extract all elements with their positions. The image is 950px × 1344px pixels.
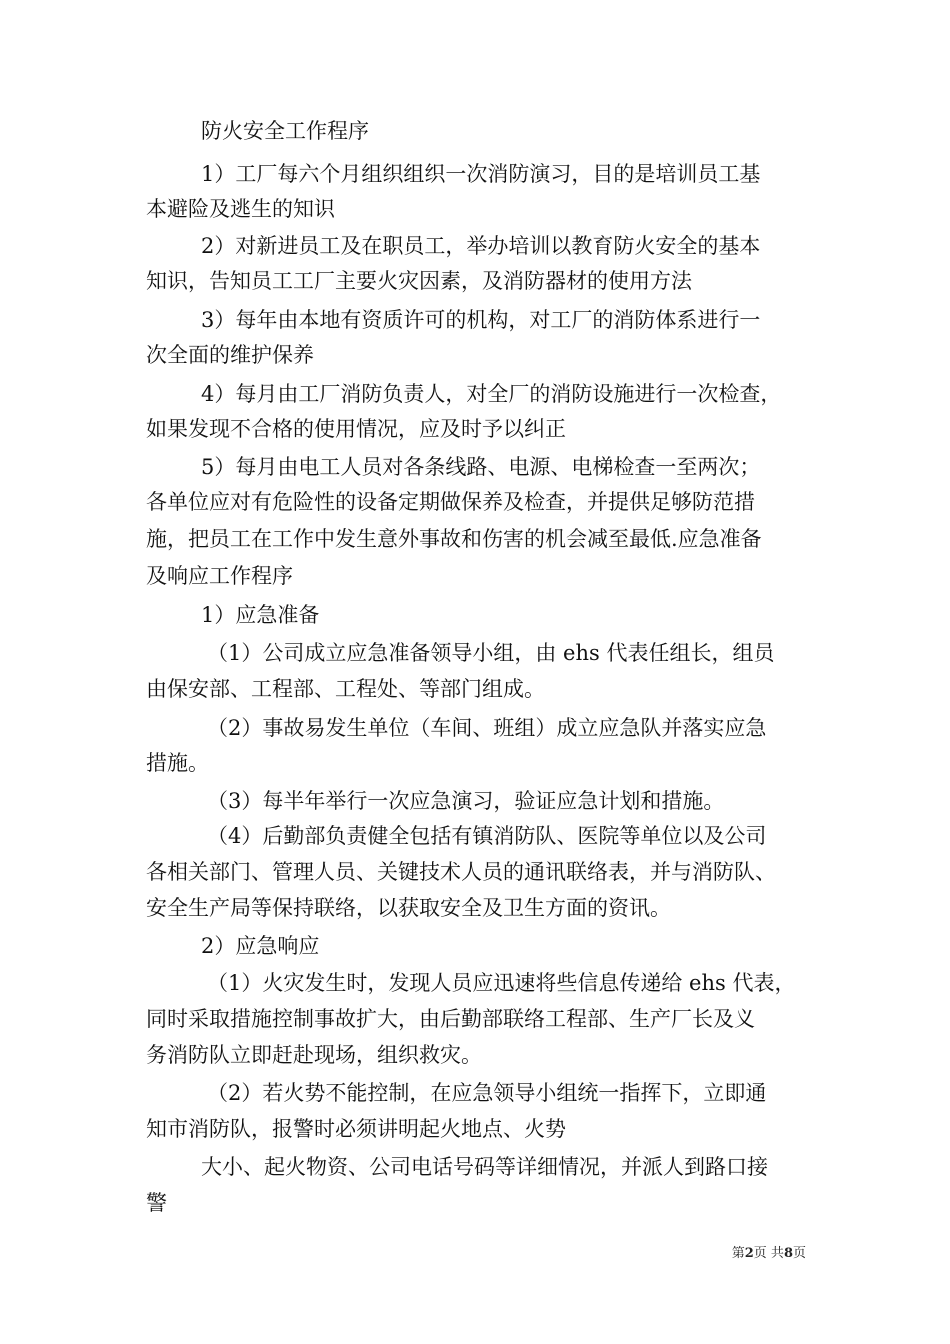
text-line: 知市消防队，报警时必须讲明起火地点、火势: [146, 1117, 566, 1141]
text-line: 大小、起火物资、公司电话号码等详细情况，并派人到路口接: [201, 1155, 768, 1179]
document-title: 防火安全工作程序: [201, 119, 369, 143]
text-line: （2）若火势不能控制，在应急领导小组统一指挥下，立即通: [207, 1081, 767, 1105]
text-line: 及响应工作程序: [146, 564, 293, 588]
text-line: 各单位应对有危险性的设备定期做保养及检查，并提供足够防范措: [146, 490, 755, 514]
text-line: （3）每半年举行一次应急演习，验证应急计划和措施。: [207, 789, 725, 813]
page-footer: [732, 1246, 806, 1262]
text-line: 警: [146, 1191, 167, 1215]
text-line: 3）每年由本地有资质许可的机构，对工厂的消防体系进行一: [201, 308, 761, 332]
text-line: （1）公司成立应急准备领导小组，由 ehs 代表任组长，组员: [207, 641, 775, 665]
text-line: 措施。: [146, 751, 209, 775]
section-heading: 1）应急准备: [201, 603, 320, 627]
text-line: 由保安部、工程部、工程处、等部门组成。: [146, 677, 545, 701]
text-line: 本避险及逃生的知识: [146, 197, 335, 221]
text-line: （2）事故易发生单位（车间、班组）成立应急队并落实应急: [207, 716, 767, 740]
text-line: 务消防队立即赶赴现场，组织救灾。: [146, 1043, 482, 1067]
text-line: 各相关部门、管理人员、关键技术人员的通讯联络表，并与消防队、: [146, 860, 776, 884]
footer-suffix: 页: [792, 1246, 806, 1261]
footer-prefix: 第: [731, 1246, 745, 1261]
current-page-number: 2: [744, 1246, 754, 1261]
text-line: 1）工厂每六个月组织组织一次消防演习，目的是培训员工基: [201, 162, 761, 186]
footer-middle: 页 共: [753, 1246, 784, 1261]
text-line: （4）后勤部负责健全包括有镇消防队、医院等单位以及公司: [207, 824, 767, 848]
text-line: 施，把员工在工作中发生意外事故和伤害的机会减至最低.应急准备: [146, 527, 762, 551]
text-line: 安全生产局等保持联络，以获取安全及卫生方面的资讯。: [146, 896, 671, 920]
total-pages-number: 8: [783, 1246, 793, 1261]
text-line: 知识，告知员工工厂主要火灾因素，及消防器材的使用方法: [146, 269, 692, 293]
text-line: （1）火灾发生时，发现人员应迅速将些信息传递给 ehs 代表，: [207, 971, 796, 995]
text-line: 次全面的维护保养: [146, 343, 314, 367]
text-line: 同时采取措施控制事故扩大，由后勤部联络工程部、生产厂长及义: [146, 1007, 755, 1031]
text-line: 2）对新进员工及在职员工，举办培训以教育防火安全的基本: [201, 234, 761, 258]
text-line: 如果发现不合格的使用情况，应及时予以纠正: [146, 417, 566, 441]
section-heading: 2）应急响应: [201, 934, 320, 958]
text-line: 4）每月由工厂消防负责人，对全厂的消防设施进行一次检查，: [201, 382, 782, 406]
text-line: 5）每月由电工人员对各条线路、电源、电梯检查一至两次；: [201, 455, 761, 479]
